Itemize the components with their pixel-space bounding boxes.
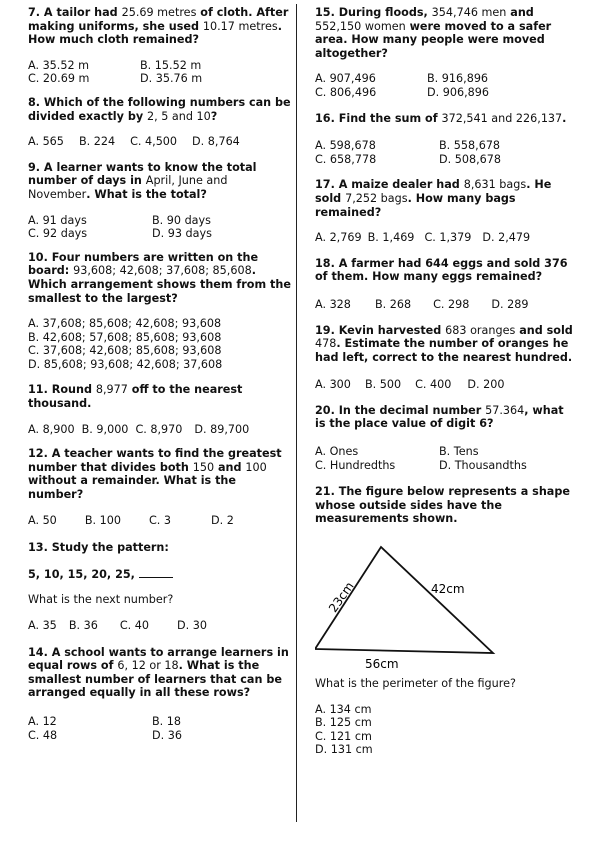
option-a[interactable]: A. 300 [315,378,351,392]
option-a[interactable]: A. 328 [315,297,351,311]
base-label: 56cm [365,657,399,672]
question-14 [28,646,292,743]
question-19-stem: 19. Kevin harvested 683 oranges and sold 478. Estimate the number of oranges he had left, correct to the nearest hundred. [315,323,573,364]
question-16-stem: 16. Find the sum of 372,541 and 226,137. [315,111,567,125]
question-19 [315,324,577,392]
question-9-options [28,214,292,241]
question-20 [315,404,577,472]
option-b[interactable]: B. 268 [374,297,412,311]
question-15 [315,6,577,100]
option-a[interactable]: A. 35 [28,619,57,632]
question-17-stem: 17. A maize dealer had 8,631 bags. He sold 7,252 bags. How many bags remained? [315,178,552,219]
option-c[interactable]: C. 37,608; 42,608; 85,608; 93,608 [28,344,222,358]
option-d[interactable]: D. 93 days [152,227,212,241]
option-a[interactable]: A. 907,496 [315,72,376,86]
question-18-options [315,298,577,312]
option-c[interactable]: C. 298 [433,297,470,311]
question-18-stem: 18. A farmer had 644 eggs and sold 376 of them. How many eggs remained? [315,256,568,284]
option-d[interactable]: D. 2,479 [482,231,531,245]
option-d[interactable]: D. 508,678 [439,152,501,166]
option-c[interactable]: C. 92 days [28,227,88,241]
option-a[interactable]: A. 50 [28,513,57,527]
option-d[interactable]: D. 85,608; 93,608; 42,608; 37,608 [28,357,223,371]
option-b[interactable]: B. 1,469 [367,231,415,245]
option-d[interactable]: D. 8,764 [192,135,240,149]
option-c[interactable]: C. 48 [28,728,58,742]
option-a[interactable]: A. 8,900 [28,422,75,436]
left-side-label: 23cm [325,579,357,615]
option-d[interactable]: D. 131 cm [315,743,373,757]
question-12-stem: 12. A teacher wants to find the greatest number that divides both 150 and 100 without a remainder. What is the number? [28,447,282,502]
triangle-figure [315,531,577,671]
option-b[interactable]: B. 18 [152,714,182,728]
option-c[interactable]: C. 121 cm [315,729,372,743]
option-d[interactable]: D. Thousandths [439,458,527,472]
question-19-options [315,378,577,392]
question-21-prompt: What is the perimeter of the figure? [315,677,516,691]
question-20-stem: 20. In the decimal number 57.364, what is the place value of digit 6? [315,403,564,431]
option-c[interactable]: C. 400 [415,378,452,392]
option-a[interactable]: A. 35.52 m [28,58,90,72]
question-8 [28,96,292,149]
question-13-stem: 13. Study the pattern: [28,541,169,555]
option-c[interactable]: C. 40 [119,619,150,632]
pattern-sequence: 5, 10, 15, 20, 25, [28,567,292,582]
option-b[interactable]: B. 224 [78,135,116,149]
question-15-options [315,72,577,99]
option-b[interactable]: B. 100 [84,513,121,527]
column-divider [296,4,297,822]
question-21-stem: 21. The figure below represents a shape whose outside sides have the measurements shown. [315,485,570,526]
option-c[interactable]: C. 658,778 [315,152,377,166]
question-7-stem: 7. A tailor had 25.69 metres of cloth. After making uniforms, she used 10.17 metres. How much cloth remained? [28,6,289,47]
right-side-label: 42cm [431,582,465,597]
option-d[interactable]: D. 36 [152,728,182,742]
question-13-prompt: What is the next number? [28,593,174,607]
option-c[interactable]: C. 3 [148,513,172,527]
question-8-options [28,135,292,149]
option-c[interactable]: C. 8,970 [135,422,183,436]
question-11-stem: 11. Round 8,977 off to the nearest thousand. [28,383,243,411]
option-c[interactable]: C. 806,496 [315,85,377,99]
option-a[interactable]: A. 91 days [28,213,87,227]
option-a[interactable]: A. 37,608; 85,608; 42,608; 93,608 [28,317,222,331]
question-10 [28,251,292,372]
question-9 [28,161,292,241]
question-12 [28,447,292,527]
option-b[interactable]: B. 15.52 m [140,58,202,72]
question-13 [28,541,292,632]
question-10-stem: 10. Four numbers are written on the board: 93,608; 42,608; 37,608; 85,608. Which arrangement shows them from the smallest to the largest? [28,250,291,305]
question-11-options [28,423,292,437]
left-column [28,6,292,742]
option-d[interactable]: D. 2 [211,513,234,527]
option-b[interactable]: B. 125 cm [315,716,372,730]
question-10-options [28,317,292,371]
option-c[interactable]: C. 20.69 m [28,72,90,86]
question-17-options [315,231,577,245]
option-d[interactable]: D. 30 [177,619,207,632]
question-20-options [315,445,577,472]
question-14-stem: 14. A school wants to arrange learners in equal rows of 6, 12 or 18. What is the smallest number of learners that can be arranged equally in all these rows? [28,645,289,700]
option-b[interactable]: B. 558,678 [439,139,501,153]
question-9-stem: 9. A learner wants to know the total number of days in April, June and November. What is the total? [28,160,257,201]
option-b[interactable]: B. 36 [68,619,98,632]
option-d[interactable]: D. 906,896 [427,85,489,99]
option-d[interactable]: D. 289 [491,297,529,311]
question-21-options [315,703,577,757]
question-18 [315,257,577,312]
option-b[interactable]: B. 500 [364,378,402,392]
question-17 [315,178,577,244]
option-d[interactable]: D. 89,700 [194,422,250,436]
question-7-options [28,59,292,86]
option-a[interactable]: A. 598,678 [315,139,376,153]
option-b[interactable]: B. 916,896 [427,72,489,86]
option-b[interactable]: B. 42,608; 57,608; 85,608; 93,608 [28,330,222,344]
option-a[interactable]: A. 2,769 [315,231,362,245]
option-b[interactable]: B. 9,000 [81,422,129,436]
option-a[interactable]: A. 134 cm [315,702,372,716]
question-12-options [28,514,292,528]
right-column [315,6,577,757]
option-c[interactable]: C. Hundredths [315,458,396,472]
question-21 [315,485,577,757]
question-13-options [28,619,292,633]
option-b[interactable]: B. Tens [439,445,479,459]
option-c[interactable]: C. 4,500 [130,135,178,149]
option-d[interactable]: D. 35.76 m [140,72,203,86]
option-a[interactable]: A. 565 [28,135,64,149]
option-b[interactable]: B. 90 days [152,213,211,227]
question-11 [28,383,292,436]
option-c[interactable]: C. 1,379 [424,231,472,245]
question-7 [28,6,292,86]
option-d[interactable]: D. 200 [467,378,505,392]
question-16-options [315,139,577,166]
option-a[interactable]: A. Ones [315,445,359,459]
question-14-options [28,715,292,742]
option-a[interactable]: A. 12 [28,714,57,728]
question-8-stem: 8. Which of the following numbers can be divided exactly by 2, 5 and 10? [28,95,291,123]
question-15-stem: 15. During floods, 354,746 men and 552,150 women were moved to a safer area. How many people were moved altogether? [315,6,552,60]
question-16 [315,112,577,167]
answer-blank [139,567,173,578]
